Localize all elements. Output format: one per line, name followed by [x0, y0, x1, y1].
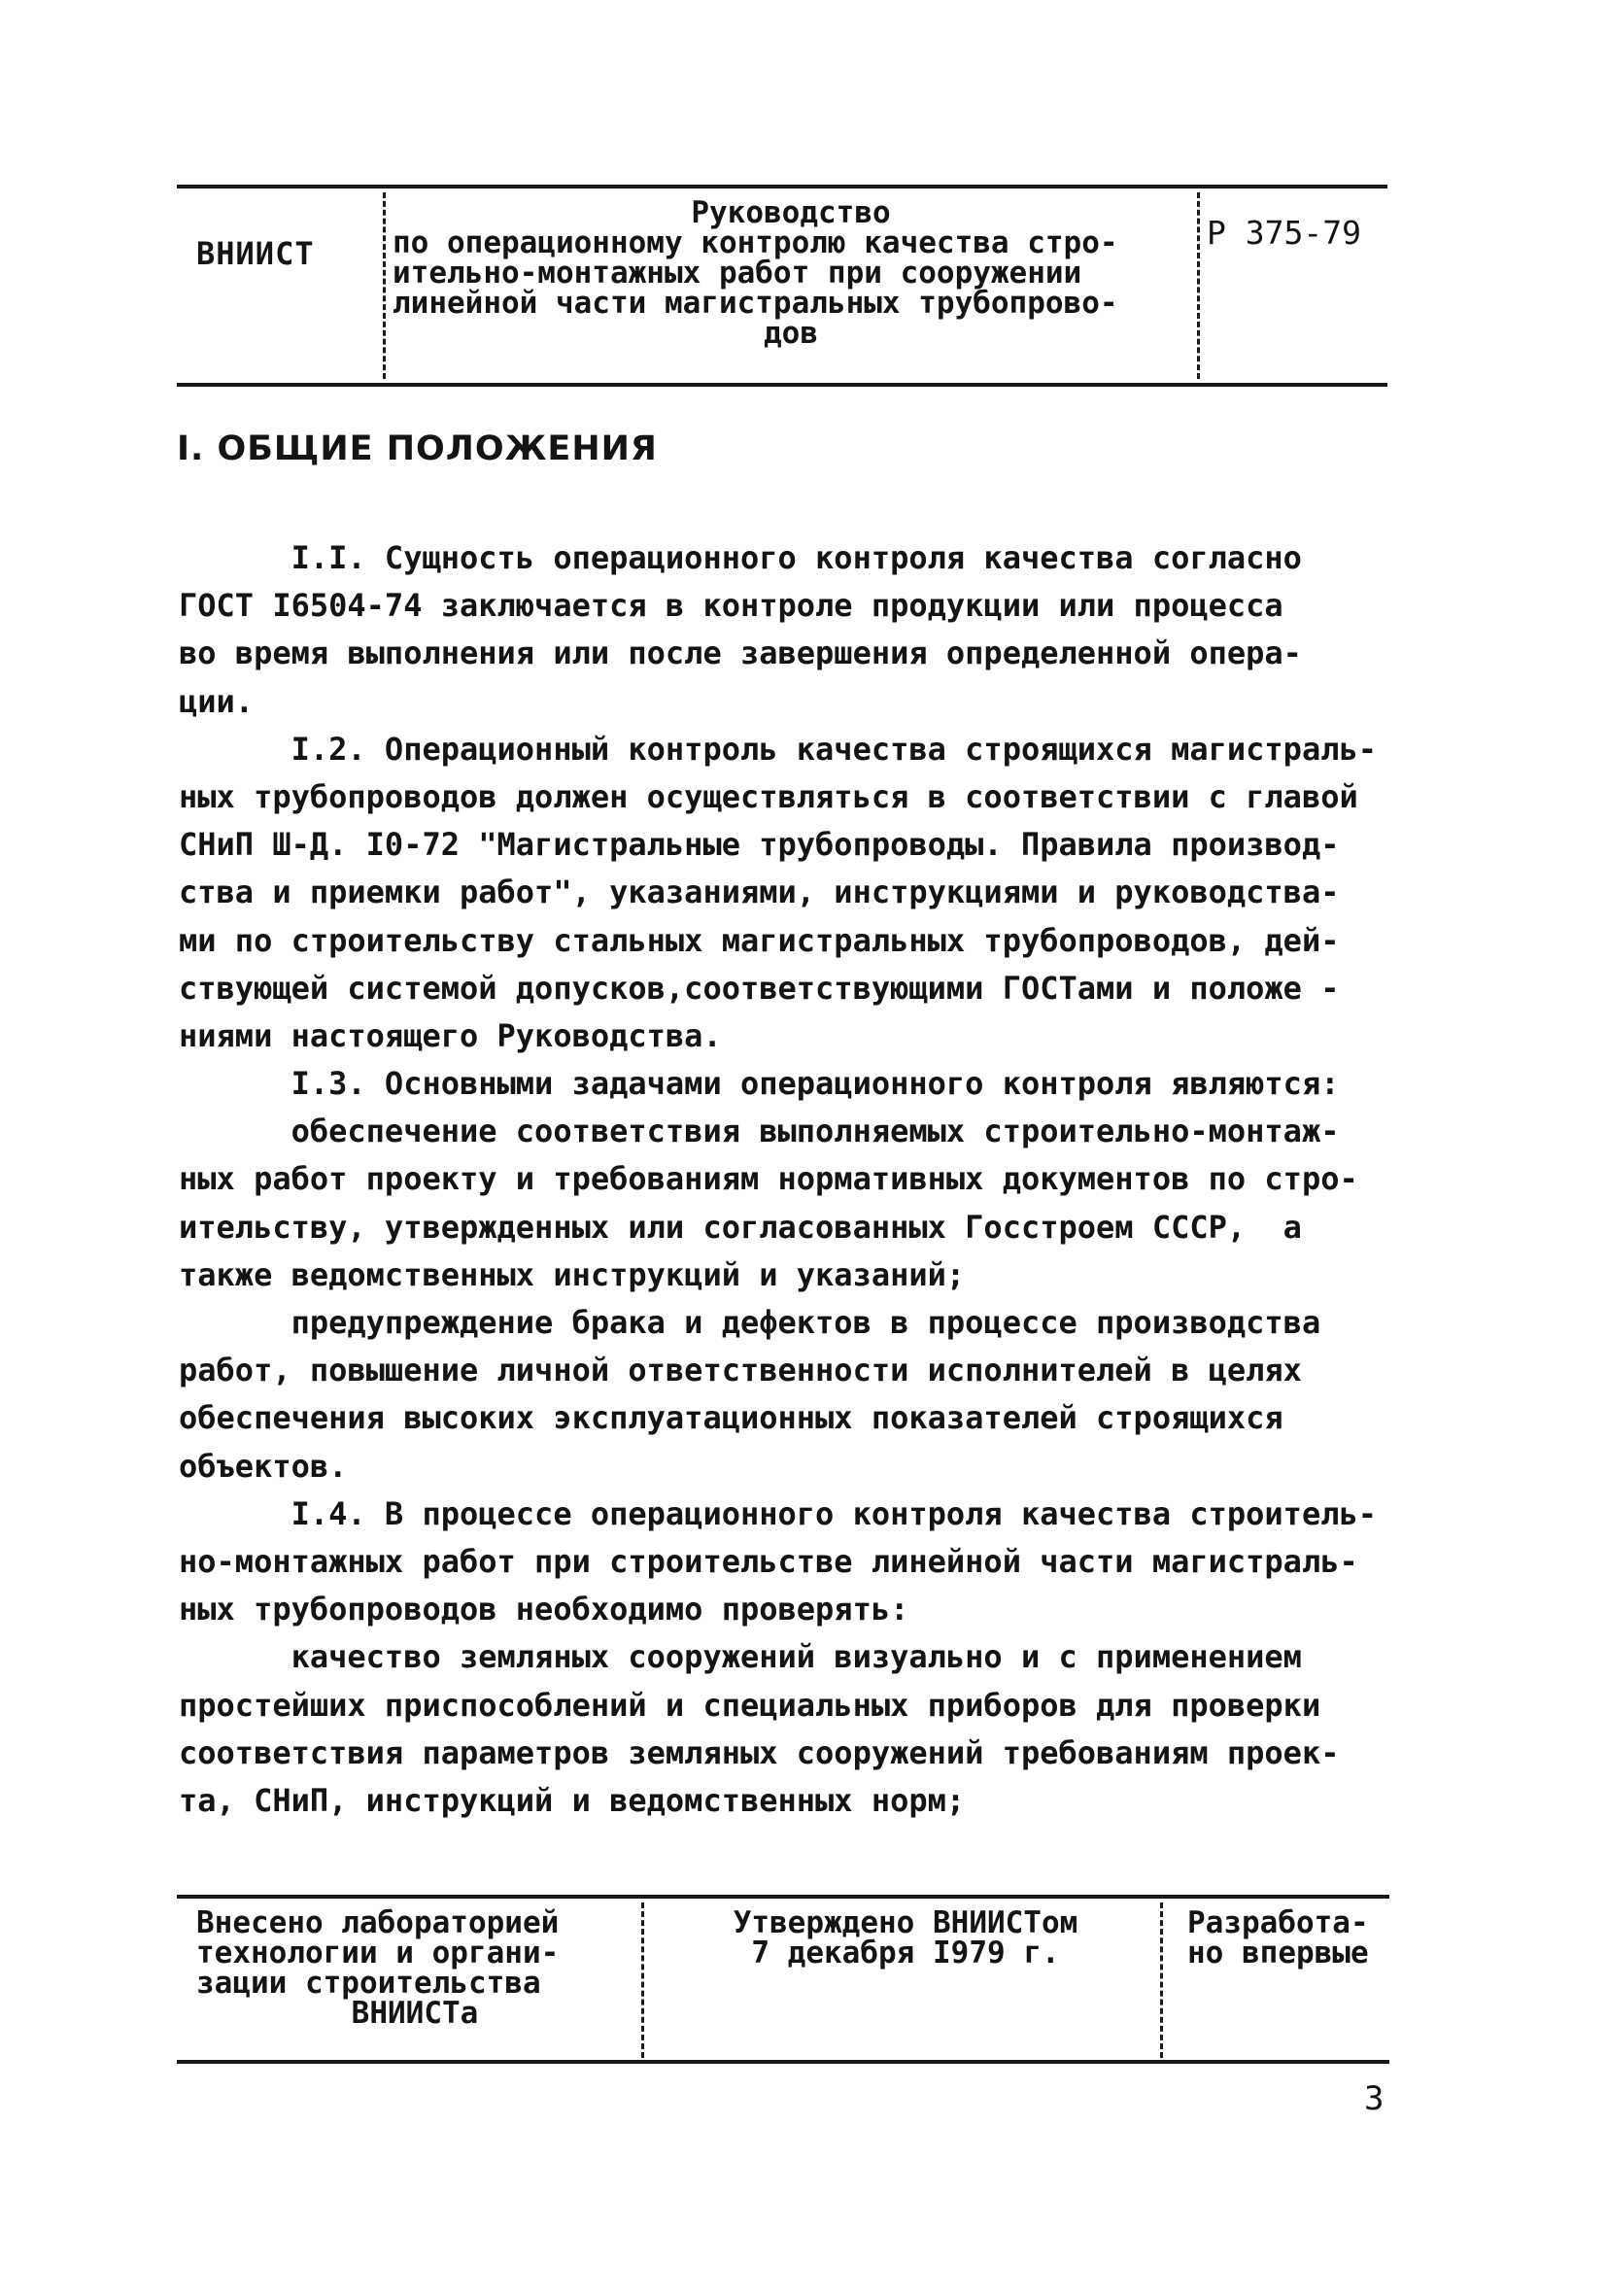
text-line: объектов. — [179, 1447, 348, 1485]
title-line: Руководство — [691, 195, 891, 230]
text-line: ства и приемки работ", указаниями, инструкциями и руководства- — [179, 874, 1340, 911]
text-line: ми по строительству стальных магистральных трубопроводов, дей- — [179, 921, 1340, 959]
text-line: ниями настоящего Руководства. — [179, 1016, 722, 1054]
organization-name: ВНИИСТ — [196, 235, 315, 272]
footer-divider-left — [641, 1902, 644, 2058]
text-line: ных трубопроводов необходимо проверять: — [179, 1591, 909, 1628]
text-line: ных работ проекту и требованиям нормативных документов по стро- — [179, 1160, 1358, 1198]
body-text — [179, 534, 1393, 1825]
title-line: по операционному контролю качества стро- — [393, 225, 1118, 260]
footer-line: ВНИИСТа — [351, 1996, 479, 2031]
text-line: но-монтажных работ при строительстве линейной части магистраль- — [179, 1542, 1358, 1580]
footer-developed-status — [1187, 1905, 1382, 1970]
header-bottom-rule — [177, 383, 1387, 387]
title-line: дов — [764, 316, 818, 351]
footer-divider-right — [1160, 1902, 1163, 2058]
text-line: I.2. Операционный контроль качества строящихся магистраль- — [179, 730, 1377, 768]
text-line: ствующей системой допусков,соответствующими ГОСТами и положе - — [179, 969, 1340, 1007]
text-line: обеспечение соответствия выполняемых строительно-монтаж- — [179, 1113, 1340, 1150]
text-line: I.4. В процессе операционного контроля качества строитель- — [179, 1494, 1377, 1532]
text-line: простейших приспособлений и специальных приборов для проверки — [179, 1686, 1321, 1724]
footer-top-rule — [177, 1895, 1389, 1899]
text-line: I.3. Основными задачами операционного контроля являются: — [179, 1065, 1340, 1103]
text-line: та, СНиП, инструкций и ведомственных норм; — [179, 1781, 966, 1819]
section-heading: I. ОБЩИЕ ПОЛОЖЕНИЯ — [177, 429, 658, 468]
footer-submitted-by — [196, 1905, 633, 2031]
text-line: во время выполнения или после завершения определенной опера- — [179, 634, 1302, 672]
header-top-rule — [177, 185, 1387, 188]
title-line: линейной части магистральных трубопрово- — [393, 286, 1118, 321]
title-line: ительно-монтажных работ при сооружении — [393, 256, 1082, 291]
text-line: ции. — [179, 682, 255, 720]
text-line: работ, повышение личной ответственности исполнителей в целях — [179, 1352, 1302, 1389]
footer-line: зации строительства — [196, 1966, 541, 2001]
footer-line: Внесено лабораторией — [196, 1905, 560, 1940]
text-line: ительству, утвержденных или согласованных Госстроем СССР, а — [179, 1208, 1302, 1246]
text-line: соответствия параметров земляных сооружений требованиям проек- — [179, 1733, 1340, 1771]
text-line: I.I. Сущность операционного контроля качества согласно — [179, 539, 1302, 576]
footer-line: Утверждено ВНИИСТом — [733, 1905, 1078, 1940]
footer-line: но впервые — [1187, 1936, 1369, 1970]
document-code: Р 375-79 — [1207, 214, 1361, 252]
header-divider-left — [383, 192, 386, 379]
document-title — [393, 195, 1189, 351]
text-line: ных трубопроводов должен осуществляться в соответствии с главой — [179, 777, 1358, 815]
footer-line: 7 декабря I979 г. — [751, 1936, 1060, 1970]
header-divider-right — [1197, 192, 1200, 379]
footer-bottom-rule — [177, 2060, 1389, 2064]
text-line: СНиП Ш-Д. I0-72 "Магистральные трубопроводы. Правила производ- — [179, 826, 1340, 864]
header-block — [177, 185, 1387, 389]
text-line: обеспечения высоких эксплуатационных показателей строящихся — [179, 1399, 1283, 1437]
text-line: ГОСТ I6504-74 заключается в контроле продукции или процесса — [179, 587, 1283, 625]
text-line: также ведомственных инструкций и указаний; — [179, 1255, 966, 1293]
footer-approved-by — [663, 1905, 1148, 1970]
footer-line: Разработа- — [1187, 1905, 1369, 1940]
page-number: 3 — [1364, 2079, 1385, 2118]
footer-block — [177, 1895, 1389, 2066]
footer-line: технологии и органи- — [196, 1936, 560, 1970]
text-line: качество земляных сооружений визуально и с применением — [179, 1638, 1302, 1676]
text-line: предупреждение брака и дефектов в процессе производства — [179, 1304, 1321, 1341]
